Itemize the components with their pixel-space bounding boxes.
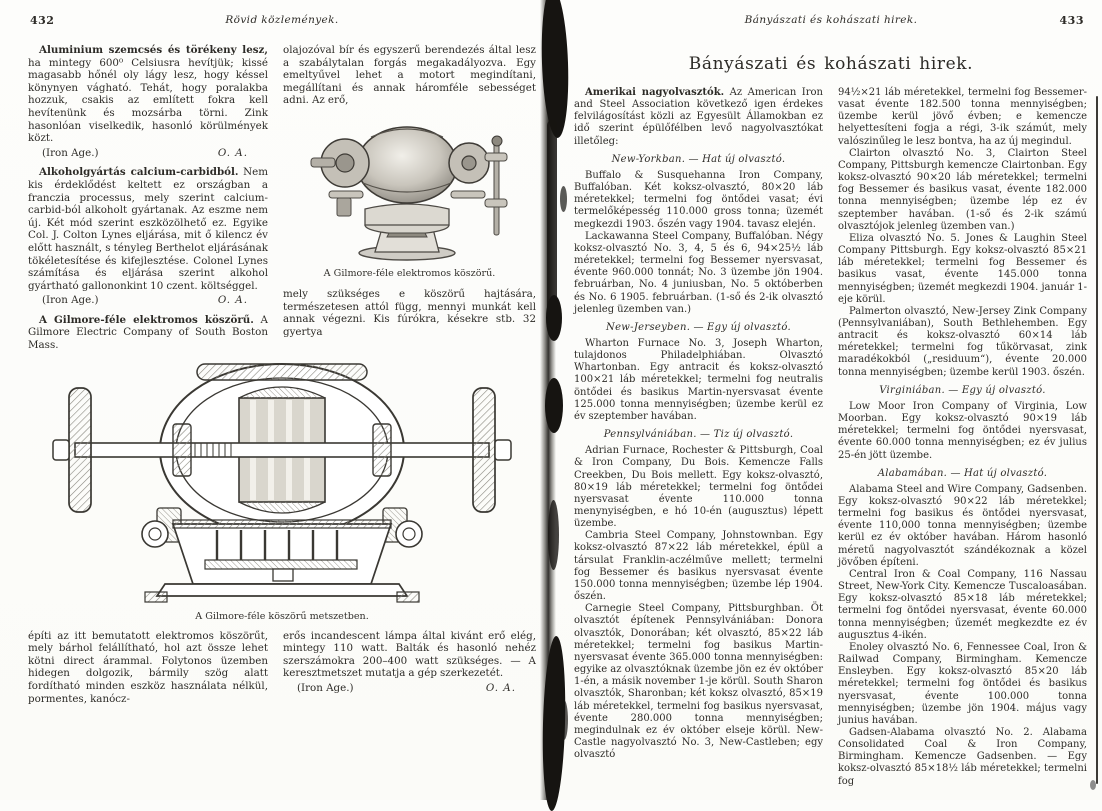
- section-heading-new-york: New-Yorkban. — Hat új olvasztó.: [611, 153, 786, 165]
- furnace-paragraph: Low Moor Iron Company of Virginia, Low Moorban. Egy koksz-olvasztó 90×19 láb méretekkel; termelni fog öntődei nyersvasat, évente 60.000 tonna mennyiségben; ez év julius 25-én jött üzembe.: [838, 400, 1087, 461]
- furnace-paragraph: Cambria Steel Company, Johnstownban. Egy koksz-olvasztó 87×22 láb méretekkel, épül a társulat Franklin-aczélműve mellett; termelni fog Bessemer és basikus nyersvasat évente 150.000 tonna mennyiségben; üzembe lép 1904. őszén.: [574, 530, 823, 603]
- furnace-paragraph: Wharton Furnace No. 3, Joseph Wharton, tulajdonos Philadelphiában. Olvasztó Whartonban. Egy antracit és koksz-olvasztó 100×21 láb méretekkel; termelni fog neutralis öntődei és basikus Martin-nyersvasat évente 125.000 tonna mennyiségben; üzembe kerül ez év szeptember havában.: [574, 337, 823, 422]
- intro-paragraph: [574, 87, 823, 148]
- section-heading-alabama: Alabamában. — Hat új olvasztó.: [877, 467, 1048, 479]
- furnace-paragraph: Carnegie Steel Company, Pittsburghban. Öt olvasztót építenek Pennsylvániában: Donora olvasztók, Donorában; két olvasztó, 85×22 láb méretekkel; termelni fog basikus Martin-nyersvasat évente 365.000 tonna mennyiségben: egyike az olvasztóknak üzembe jön ez év október 1-én, a másik november 1-je körül. South Sharon olvasztók, Sharonban; két koksz olvasztó, 85×19 láb méretekkel, termelni fog basikus nyersvasat, évente 280.000 tonna mennyiségben; megindulnak ez év október elseje körül. New-Castle nagyolvasztó No. 3, New-Castleben; egy olvasztó: [574, 603, 823, 761]
- article-gilmore: [28, 314, 268, 352]
- article-body: Nem kis érdeklődést keltett ez országban a franczia processus, mely szerint calcium-carbid-ból alkoholt gyártanak. Az eszme nem új. Két mód szerint eszközölhető ez. Egyike Col. J. Colton Lynes eljárása, mit ő kilencz év előtt használt, s tényleg Berthelot eljárásának tökéletesítése és kifejlesztése. Colonel Lynes számítása és eljárása szerint alkohol gyártható gallononkint 10 czent. költséggel.: [28, 166, 268, 292]
- left-page-header: [28, 14, 536, 32]
- furnace-paragraph: Central Iron & Coal Company, 116 Nassau Street, New-York City. Kemencze Tuscaloasában. Egy koksz-olvasztó 85×18 láb méretekkel; termelni fog öntődei nyersvasat, évente 60.000 tonna mennyiségben; űzemét megkezdte ez év augusztus 4-ikén.: [838, 568, 1087, 641]
- right-page-header: [574, 14, 1088, 32]
- continuation-paragraph: 94½×21 láb méretekkel, termelni fog Bessemer-vasat évente 182.500 tonna mennyiségben; üzembe kerül jövő évben; e kemencze helyettesíteni fogja a régi, 3-ik számút, mely valószinűleg le lesz bontva, ha az új megindul.: [838, 87, 1087, 147]
- furnace-paragraph: Alabama Steel and Wire Company, Gadsenben. Egy koksz-olvasztó 90×22 láb méretekkel; termelni fog basikus és öntődei nyersvasat, évente 110,000 tonna mennyiségben; üzembe kerül ez év október havában. Három hasonló méretű nagyolvasztót szándékoznak a közel jövőben építeni.: [838, 483, 1087, 568]
- left-page: [28, 14, 536, 705]
- page-edge-line: [1096, 96, 1098, 784]
- section-heading-pennsylvania: Pennsylvániában. — Tiz új olvasztó.: [603, 429, 794, 441]
- section-heading-virginia: Virginiában. — Egy új olvasztó.: [879, 384, 1046, 396]
- left-running-header: Rövid közlemények.: [225, 14, 339, 26]
- article-alkohol: [28, 166, 268, 292]
- left-page-number: 432: [30, 14, 55, 27]
- right-page-column-2: [838, 87, 1087, 788]
- grinder-photo-illustration: [301, 113, 519, 261]
- furnace-paragraph: Buffalo & Susquehanna Iron Company, Buffalóban. Két koksz-olvasztó, 80×20 láb méretekkel; termelni fog öntődei vasat; évi termelőképesség 110.000 gross tonna; üzemét megkezdi 1903. őszén vagy 1904. tavasz elején.: [574, 169, 823, 230]
- author-initials: O. A.: [217, 146, 248, 159]
- grinder-photo-figure: [283, 113, 536, 280]
- article-aluminium: [28, 44, 268, 145]
- furnace-paragraph: Lackawanna Steel Company, Buffalóban. Négy koksz-olvasztó No. 3, 4, 5 és 6, 94×25½ láb méretekkel; termelni fog Bessemer nyersvasat, évente 960.000 tonnát; No. 3 üzembe jön 1904. februárban, No. 4 juniusban, No. 5 októberben és No. 6 1905. februárban. (1-ső és 2-ik olvasztó jelenleg üzemben van.): [574, 230, 823, 315]
- article-lead: Amerikai nagyolvasztók.: [585, 87, 725, 98]
- grinder-section-figure: [28, 358, 536, 622]
- right-page-column-1: [574, 87, 823, 788]
- binding-shadow-blob: [545, 378, 563, 433]
- continuation-paragraph: mely szükséges e köszörű hajtására, természetesen attól függ, mennyi munkát kell annak végezni. Kis fúrókra, késekre stb. 32 gyertya: [283, 288, 536, 338]
- binding-shadow-blob: [560, 186, 567, 212]
- binding-shadow-blob: [560, 700, 568, 740]
- article-lead: A Gilmore-féle elektromos köszörű.: [39, 313, 254, 326]
- continuation-paragraph: olajozóval bír és egyszerű berendezés által lesz a szabálytalan forgás megakadályozva. Egy emeltyűvel lehet a motort megindítani, megállítani és annak háromféle sebességet adni. Az erő,: [283, 44, 536, 107]
- figure-caption: A Gilmore-féle köszörű metszetben.: [195, 610, 369, 622]
- author-initials: O. A.: [485, 682, 516, 695]
- article-lead: Alkoholgyártás calcium-carbidból.: [39, 166, 239, 179]
- binding-shadow-blob: [548, 500, 559, 570]
- right-page-number: 433: [1059, 14, 1084, 27]
- furnace-paragraph: Adrian Furnace, Rochester & Pittsburgh, Coal & Iron Company, Du Bois. Kemencze Falls Creekben, Du Bois mellett. Egy koksz-olvasztó, 80×19 láb méretekkel; termelni fog öntődei nyersvasat évente 110.000 tonna menynyiségben, e hó 10-én (augusztus) lépett üzembe.: [574, 445, 823, 530]
- grinder-cross-section-illustration: [45, 358, 519, 604]
- author-initials: O. A.: [217, 294, 248, 307]
- article-body: Az American Iron and Steel Association következő igen érdekes felvilágosítást közli az Egyesült Államokban ez idő szerint épülőfélben levő nagyolvasztókat illetőleg:: [574, 87, 823, 147]
- article-body: A Gilmore Electric Company of South Boston Mass.: [28, 313, 268, 352]
- left-page-column-2: [283, 44, 536, 352]
- right-page: [574, 14, 1088, 788]
- continuation-paragraph: építi az itt bemutatott elektromos köszörűt, mely bárhol felállítható, hol azt össze lehet kötni direct árammal. Folytonos üzemben hidegen dolgozik, bármily szög alatt fordítható minden eszköz használata nélkül, pormentes, kanócz-: [28, 629, 268, 705]
- article-lead: Aluminium szemcsés és törékeny lesz,: [39, 44, 268, 56]
- furnace-paragraph: Enoley olvasztó No. 6, Fennessee Coal, Iron & Railwad Company, Birmingham. Kemencze Ensleyben. Egy koksz-olvasztó 85×20 láb méretekkel; termelni fog öntődei és basikus nyersvasat, évente 100.000 tonna mennyiségben; üzembe jön 1904. május vagy junius havában.: [838, 641, 1087, 726]
- furnace-paragraph: Eliza olvasztó No. 5. Jones & Laughin Steel Company Pittsburgh. Egy koksz-olvasztó 85×21 láb méretekkel; termelni fog Bessemer és basikus vasat, évente 145.000 tonna mennyiségben; üzemét megkezdi 1904. január 1-eje körül.: [838, 232, 1087, 305]
- left-page-bottom-column-2: [283, 630, 536, 706]
- source-citation: (Iron Age.): [42, 146, 99, 159]
- furnace-paragraph: Clairton olvasztó No. 3, Clairton Steel Company, Pittsburgh kemencze Clairtonban. Egy koksz-olvasztó 90×20 láb méretekkel; termelni fog Bessemer és basikus vasat, évente 182.000 tonna mennyiségben; üzembe lép ez év szeptember havában. (1-ső és 2-ik számú olvasztójok jelenleg üzemben van.): [838, 147, 1087, 232]
- article-title: Bányászati és kohászati hirek.: [688, 54, 974, 74]
- binding-shadow-blob: [546, 295, 562, 341]
- furnace-paragraph: Gadsen-Alabama olvasztó No. 2. Alabama Consolidated Coal & Iron Company, Birmingham. Kemencze Gadsenben. — Egy koksz-olvasztó 85×18½ láb méretekkel; termelni fog: [838, 726, 1087, 787]
- left-page-bottom-column-1: [28, 630, 268, 706]
- furnace-paragraph: Palmerton olvasztó, New-Jersey Zink Company (Pennsylvaniában), South Bethlehemben. Egy antracit és koksz-olvasztó 60×14 láb méretekkel; termelni fog tűkörvasat, zink maradékokból („residuum“), évente 20.000 tonna mennyiségben; üzembe kerül 1903. őszén.: [838, 305, 1087, 378]
- article-body: ha mintegy 600⁰ Celsiusra hevítjük; kissé magasabb hőnél oly lágy lesz, hogy késsel könynyen vágható. Tehát, hogy poralakba hozzuk, csakis az említett fokra kell hevítenünk és mozsárba törni. Zink hasonlóan viselkedik, hasonló körülmények közt.: [28, 56, 268, 145]
- left-page-column-1: [28, 44, 268, 352]
- source-line: [28, 145, 268, 160]
- continuation-paragraph: erős incandescent lámpa által kivánt erő elég, mintegy 110 watt. Balták és hasonló nehéz szerszámokra 200–400 watt szükséges. — A keresztmetszet mutatja a gép szerkezetét.: [283, 629, 536, 680]
- source-line: [28, 292, 268, 307]
- source-citation: (Iron Age.): [297, 682, 354, 695]
- section-heading-new-jersey: New-Jerseyben. — Egy új olvasztó.: [606, 321, 791, 333]
- right-running-header: Bányászati és kohászati hirek.: [744, 14, 918, 26]
- source-line: [283, 680, 536, 695]
- source-citation: (Iron Age.): [42, 294, 99, 307]
- binding-shadow-blob: [547, 120, 557, 320]
- figure-caption: A Gilmore-féle elektromos köszörű.: [323, 267, 496, 279]
- scan-speck: [1090, 780, 1096, 790]
